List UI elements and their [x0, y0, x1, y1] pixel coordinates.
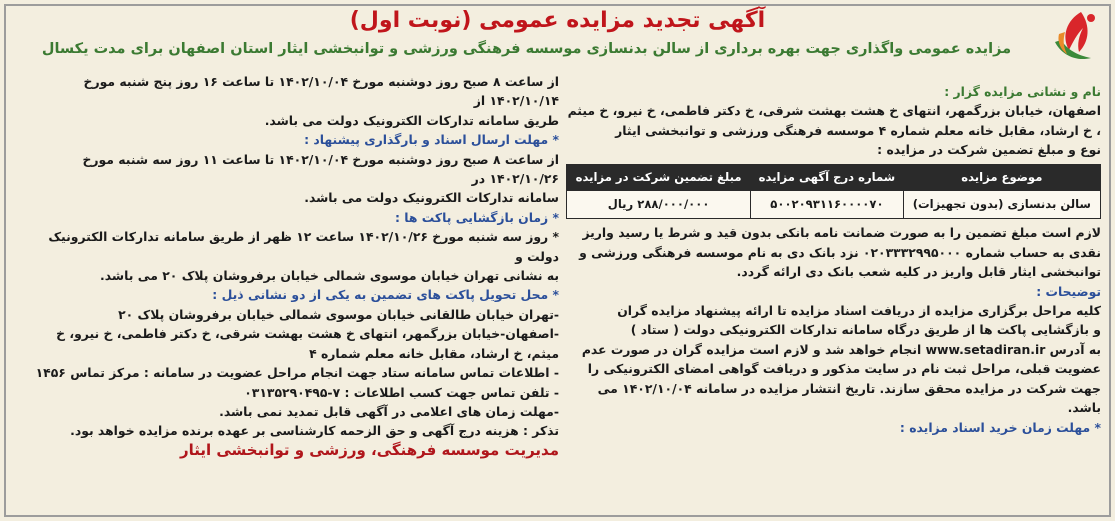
purchase-line: طریق سامانه تدارکات الکترونیک دولت می باشد. — [264, 112, 559, 128]
address-line: ، خ ارشاد، مقابل خانه معلم شماره ۴ موسسه فرهنگی ورزشی و توانبخشی ایثار — [615, 122, 1101, 138]
table-cell-number: ۵۰۰۲۰۹۳۱۱۶۰۰۰۰۷۰ — [751, 191, 903, 219]
note-label: تذکر : — [523, 423, 559, 439]
delivery-line: -اصفهان-خیابان بزرگمهر، انتهای خ هشت بهشت شرقی، خ دکتر فاطمی، خ نیرو، خ — [56, 326, 559, 342]
guarantee-line: نقدی به حساب شماره ۰۲۰۳۳۳۲۹۹۵۰۰۰ نزد بانک دی به نام موسسه فرهنگی ورزشی و — [579, 244, 1101, 260]
address-heading: نام و نشانی مزایده گزار : — [944, 84, 1101, 99]
guarantee-line: لازم است مبلغ تضمین را به صورت ضمانت نامه بانکی بدون قید و شرط یا رسید واریز — [582, 225, 1101, 241]
notes-line: عضویت قبلی، مراحل ثبت نام در سایت مذکور و دریافت گواهی امضای الکترونیکی را — [587, 361, 1101, 377]
delivery-line: - تلفن تماس جهت کسب اطلاعات : ۷-۰۳۱۳۵۲۹۰۴۹۵ — [244, 384, 559, 400]
purchase-heading: * مهلت زمان خرید اسناد مزایده : — [899, 419, 1101, 435]
submit-line: از ساعت ۸ صبح روز دوشنبه مورخ ۱۴۰۲/۱۰/۰۴ تا ساعت ۱۱ روز سه شنبه مورخ ۱۴۰۲/۱۰/۲۶ در — [82, 151, 559, 187]
note-line — [14, 421, 559, 440]
guarantee-heading: نوع و مبلغ تضمین شرکت در مزایده : — [877, 142, 1101, 158]
delivery-heading: * محل تحویل پاکت های تضمین به یکی از دو نشانی ذیل : — [212, 287, 559, 303]
notes-heading: توضیحات : — [1036, 283, 1101, 299]
org-logo-icon — [1047, 6, 1105, 68]
notes-line: جهت شرکت در مزایده محقق سازند. تاریخ انتشار مزایده در سامانه ۱۴۰۲/۱۰/۰۴ می باشد. — [597, 380, 1101, 416]
table-header: موضوع مزایده — [903, 164, 1100, 190]
table-header: مبلغ تضمین شرکت در مزایده — [567, 164, 751, 190]
submit-line: سامانه تدارکات الکترونیک دولت می باشد. — [304, 190, 559, 206]
delivery-line: -تهران خیابان طالقانی خیابان موسوی شمالی خیابان برفروشان پلاک ۲۰ — [118, 306, 559, 322]
delivery-line: میثم، خ ارشاد، مقابل خانه معلم شماره ۴ — [309, 345, 559, 361]
table-header: شماره درج آگهی مزایده — [751, 164, 903, 190]
guarantee-line: توانبخشی ایثار قابل واریز در کلیه شعب بانک دی ارائه گردد. — [736, 264, 1101, 280]
guarantee-table — [566, 164, 1101, 220]
table-cell-subject: سالن بدنسازی (بدون تجهیزات) — [903, 191, 1100, 219]
delivery-line: - اطلاعات تماس سامانه ستاد جهت انجام مراحل عضویت در سامانه : مرکز تماس ۱۴۵۶ — [35, 365, 559, 381]
ad-title: آگهی تجدید مزایده عمومی (نوبت اول) — [349, 8, 766, 33]
opening-heading: * زمان بازگشایی پاکت ها : — [394, 209, 559, 225]
right-column — [566, 82, 1101, 437]
address-line: اصفهان، خیابان بزرگمهر، انتهای خ هشت بهشت شرقی، خ دکتر فاطمی، خ نیرو، خ میثم — [567, 103, 1101, 119]
notes-line: کلیه مراحل برگزاری مزایده از دریافت اسناد مزایده تا ارائه پیشنهاد مزایده گران — [617, 303, 1101, 319]
delivery-line: -مهلت زمان های اعلامی در آگهی قابل تمدید نمی باشد. — [219, 403, 559, 419]
opening-line: * روز سه شنبه مورخ ۱۴۰۲/۱۰/۲۶ ساعت ۱۲ ظهر از طریق سامانه تدارکات الکترونیک دولت و — [48, 229, 559, 264]
table-cell-amount: ۲۸۸/۰۰۰/۰۰۰ ریال — [567, 191, 751, 219]
note-text: هزینه درج آگهی و حق الزحمه کارشناسی بر عهده برنده مزایده خواهد بود. — [70, 423, 519, 439]
notes-line: به آدرس www.setadiran.ir انجام خواهد شد و لازم است مزایده گران در صورت عدم — [581, 341, 1101, 357]
notes-line: و بازگشایی پاکت ها از طریق درگاه سامانه تدارکات الکترونیکی دولت ( ستاد ) — [630, 322, 1101, 338]
submit-heading: * مهلت ارسال اسناد و بارگذاری پیشنهاد : — [304, 132, 559, 148]
signature: مدیریت موسسه فرهنگی، ورزشی و توانبخشی ایثار — [179, 440, 559, 459]
left-column — [14, 72, 559, 460]
purchase-line: از ساعت ۸ صبح روز دوشنبه مورخ ۱۴۰۲/۱۰/۰۴ تا ساعت ۱۶ روز پنج شنبه مورخ ۱۴۰۲/۱۰/۱۴ از — [83, 74, 559, 109]
ad-subtitle: مزایده عمومی واگذاری جهت بهره برداری از سالن بدنسازی موسسه فرهنگی ورزشی و توانبخشی ایثار استان اصفهان برای مدت یکسال — [41, 41, 1012, 57]
table-row — [567, 191, 1101, 219]
opening-line: به نشانی تهران خیابان موسوی شمالی خیابان برفروشان پلاک ۲۰ می باشد. — [100, 268, 559, 284]
table-header-row — [567, 164, 1101, 190]
